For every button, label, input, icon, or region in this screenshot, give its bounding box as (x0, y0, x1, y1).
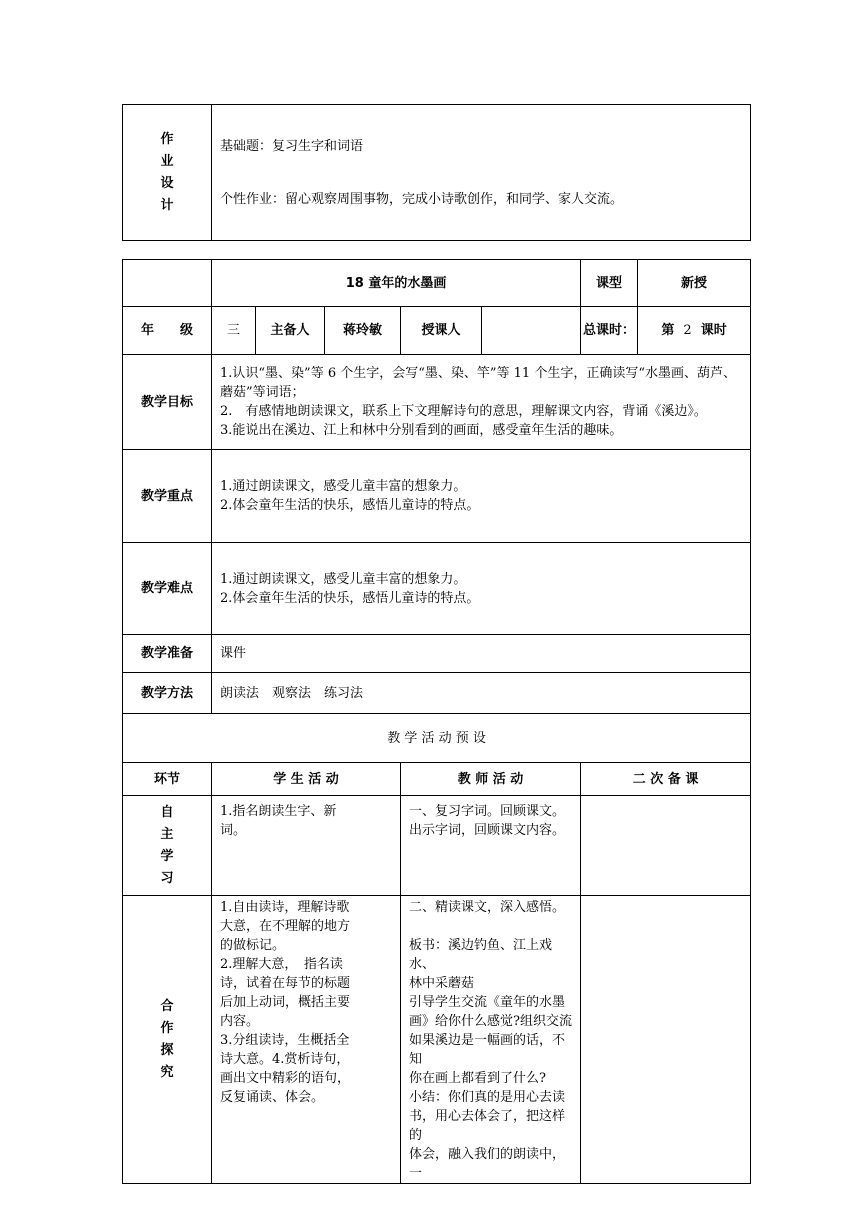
difficulty-item: 1.通过朗读课文，感受儿童丰富的想象力。 (220, 571, 467, 587)
teacher-line: 一、复习字词。回顾课文。 (409, 804, 566, 819)
student-line: 后加上动词，概括主要 (220, 995, 351, 1010)
teacher-line: 你在画上都看到了什么? (409, 1071, 546, 1086)
stage-char: 探 (160, 1042, 174, 1058)
homework-personal: 个性作业：留心观察周围事物，完成小诗歌创作，和同学、家人交流。 (220, 191, 624, 207)
period-prefix: 第 (661, 323, 675, 338)
difficulty-item: 2.体会童年生活的快乐，感悟儿童诗的特点。 (220, 590, 480, 606)
stage-self-study (123, 796, 212, 896)
student-line: 1.自由读诗，理解诗歌 (220, 900, 350, 915)
difficulty-label: 教学难点 (123, 543, 212, 635)
second-prep-1 (581, 796, 751, 896)
homework-label-char: 计 (160, 197, 174, 213)
stage-char: 学 (160, 848, 174, 864)
focus-content (212, 450, 751, 543)
type-label: 课型 (581, 260, 638, 307)
goal-item: 3.能说出在溪边、江上和林中分别看到的画面，感受童年生活的趣味。 (220, 423, 623, 438)
student-line: 诗大意。4.赏析诗句， (220, 1052, 350, 1067)
teacher-line: 林中采蘑菇 (409, 976, 475, 991)
period-value (638, 307, 751, 355)
stage-char: 自 (160, 804, 174, 820)
homework-label (123, 105, 212, 241)
stage-char: 合 (160, 998, 174, 1014)
goals-label: 教学目标 (123, 355, 212, 450)
teacher-line: 引导学生交流《童年的水墨 (409, 995, 566, 1010)
focus-item: 2.体会童年生活的快乐，感悟儿童诗的特点。 (220, 498, 480, 513)
teacher-line: 画》给你什么感觉?组织交流 (409, 1014, 572, 1029)
col-second: 二 次 备 课 (581, 763, 751, 796)
title-blank-cell (123, 260, 212, 307)
prep-value: 课件 (212, 635, 751, 673)
homework-content (212, 105, 751, 241)
homework-basic: 基础题：复习生字和词语 (220, 138, 364, 154)
col-stage: 环节 (123, 763, 212, 796)
goal-item: 2. 有感情地朗读课文，联系上下文理解诗句的意思，理解课文内容，背诵《溪边》。 (220, 404, 707, 419)
student-line: 1.指名朗读生字、新 (220, 804, 337, 819)
student-activity-2 (212, 896, 401, 1184)
teacher-line: 二、精读课文，深入感悟。 (409, 900, 566, 915)
grade-label: 年 级 (123, 307, 212, 355)
student-line: 画出文中精彩的语句， (220, 1071, 351, 1086)
stage-char: 究 (160, 1064, 174, 1080)
homework-label-char: 业 (160, 153, 174, 169)
student-line: 内容。 (220, 1014, 260, 1029)
student-line: 的做标记。 (220, 938, 286, 953)
col-student: 学 生 活 动 (212, 763, 401, 796)
difficulty-content (212, 543, 751, 635)
preparer-label: 主备人 (256, 307, 325, 355)
teacher-line: 如果溪边是一幅画的话，不知 (409, 1033, 566, 1067)
stage-cooperative (123, 896, 212, 1184)
student-line: 3.分组读诗，生概括全 (220, 1033, 350, 1048)
goals-content (212, 355, 751, 450)
student-activity-1 (212, 796, 401, 896)
grade-value: 三 (212, 307, 256, 355)
student-line: 词。 (220, 823, 247, 838)
prep-label: 教学准备 (123, 635, 212, 673)
stage-char: 作 (160, 1020, 174, 1036)
focus-label: 教学重点 (123, 450, 212, 543)
teacher-value (482, 307, 581, 355)
type-value: 新授 (638, 260, 751, 307)
homework-label-char: 设 (160, 175, 174, 191)
focus-item: 1.通过朗读课文，感受儿童丰富的想象力。 (220, 479, 467, 494)
teacher-line: 板书：溪边钓鱼、江上戏水、 (409, 938, 553, 972)
teacher-activity-2 (401, 896, 581, 1184)
student-line: 大意，在不理解的地方 (220, 919, 351, 934)
second-prep-2 (581, 896, 751, 1184)
stage-char: 主 (160, 826, 174, 842)
lesson-title: 18 童年的水墨画 (212, 260, 581, 307)
student-line: 诗，试着在每节的标题 (220, 976, 351, 991)
method-value: 朗读法 观察法 练习法 (212, 673, 751, 714)
period-label: 总课时： (581, 307, 638, 355)
teacher-line: 书，用心去体会了，把这样的 (409, 1109, 566, 1143)
teacher-line: 小结：你们真的是用心去读 (409, 1090, 566, 1105)
teacher-activity-1 (401, 796, 581, 896)
teacher-label: 授课人 (401, 307, 482, 355)
lesson-plan-table (122, 259, 751, 1184)
goal-item: 1.认识“墨、染”等 6 个生字，会写“墨、染、竿”等 11 个生字，正确读写“水墨画、葫芦、蘑菇”等词语； (220, 366, 736, 400)
homework-label-char: 作 (160, 131, 174, 147)
student-line: 2.理解大意， 指名读 (220, 957, 343, 972)
teacher-line: 体会，融入我们的朗读中，一 (409, 1147, 566, 1181)
homework-table (122, 104, 751, 241)
teacher-line: 出示字词，回顾课文内容。 (409, 823, 566, 838)
student-line: 反复诵读、体会。 (220, 1090, 325, 1105)
teacher-line (409, 917, 572, 936)
preparer-value: 蒋玲敏 (325, 307, 401, 355)
method-label: 教学方法 (123, 673, 212, 714)
col-teacher: 教 师 活 动 (401, 763, 581, 796)
stage-char: 习 (160, 870, 174, 886)
period-number: 2 (683, 323, 692, 338)
activity-title: 教 学 活 动 预 设 (123, 714, 751, 763)
period-suffix: 课时 (700, 323, 727, 338)
